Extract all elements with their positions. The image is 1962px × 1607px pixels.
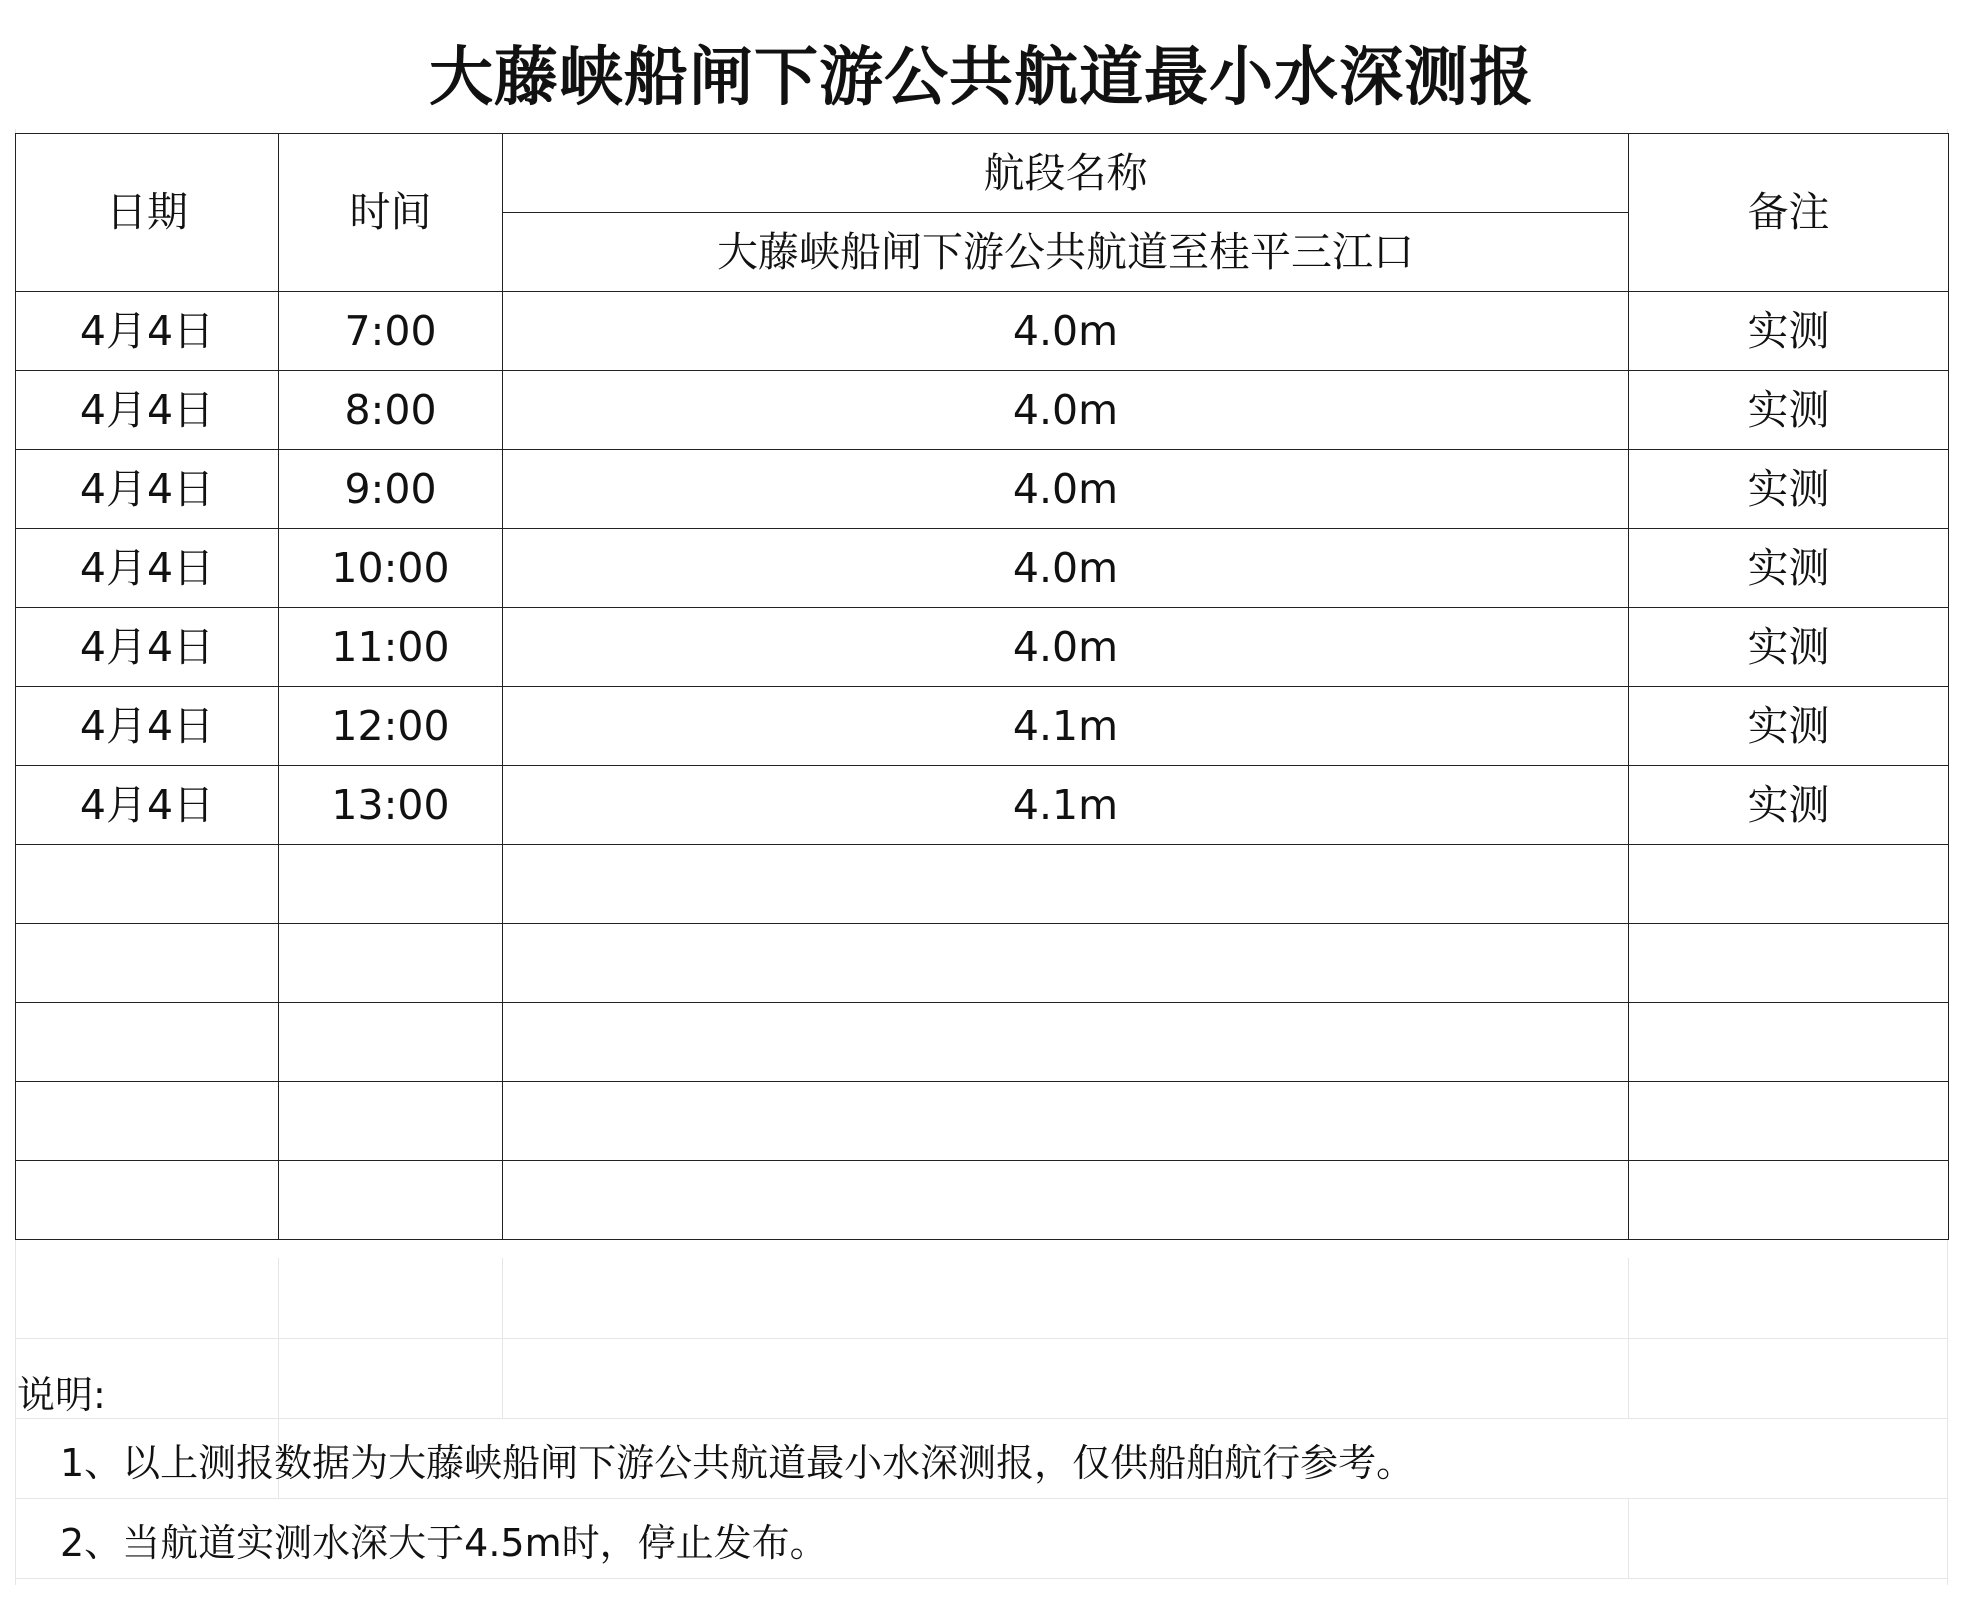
cell-remark	[1629, 1003, 1949, 1082]
cell-depth: 4.1m	[503, 766, 1629, 845]
header-section-group: 航段名称	[503, 134, 1629, 213]
cell-depth: 4.0m	[503, 608, 1629, 687]
cell-time: 10:00	[279, 529, 503, 608]
table-row	[16, 292, 1949, 371]
cell-depth	[503, 1161, 1629, 1240]
cell-time: 12:00	[279, 687, 503, 766]
table-row	[16, 687, 1949, 766]
cell-depth: 4.0m	[503, 292, 1629, 371]
cell-depth: 4.0m	[503, 529, 1629, 608]
cell-date: 4月4日	[16, 687, 279, 766]
cell-time: 7:00	[279, 292, 503, 371]
cell-remark: 实测	[1629, 608, 1949, 687]
cell-depth: 4.0m	[503, 371, 1629, 450]
cell-time	[279, 1161, 503, 1240]
cell-depth: 4.0m	[503, 450, 1629, 529]
cell-remark: 实测	[1629, 687, 1949, 766]
header-section-name: 大藤峡船闸下游公共航道至桂平三江口	[503, 213, 1629, 292]
cell-depth: 4.1m	[503, 687, 1629, 766]
cell-date: 4月4日	[16, 529, 279, 608]
cell-date	[16, 1003, 279, 1082]
cell-remark	[1629, 1161, 1949, 1240]
cell-time	[279, 1003, 503, 1082]
note-item: 2、当航道实测水深大于4.5m时，停止发布。	[60, 1520, 828, 1565]
page-title: 大藤峡船闸下游公共航道最小水深测报	[15, 15, 1948, 129]
cell-depth	[503, 924, 1629, 1003]
cell-remark: 实测	[1629, 766, 1949, 845]
cell-time: 9:00	[279, 450, 503, 529]
table-row	[16, 371, 1949, 450]
table-row	[16, 924, 1949, 1003]
table-row	[16, 1082, 1949, 1161]
table-row	[16, 845, 1949, 924]
note-item: 1、以上测报数据为大藤峡船闸下游公共航道最小水深测报，仅供船舶航行参考。	[60, 1440, 1415, 1485]
notes-label: 说明:	[17, 1372, 106, 1417]
cell-remark: 实测	[1629, 450, 1949, 529]
table-row	[16, 529, 1949, 608]
cell-date	[16, 924, 279, 1003]
cell-time: 13:00	[279, 766, 503, 845]
cell-date	[16, 845, 279, 924]
cell-depth	[503, 1003, 1629, 1082]
cell-remark	[1629, 924, 1949, 1003]
cell-date: 4月4日	[16, 766, 279, 845]
cell-time	[279, 924, 503, 1003]
depth-report-table	[15, 133, 1949, 1240]
table-row	[16, 766, 1949, 845]
table-row	[16, 450, 1949, 529]
header-date: 日期	[16, 134, 279, 292]
cell-remark: 实测	[1629, 529, 1949, 608]
cell-depth	[503, 1082, 1629, 1161]
table-row	[16, 1003, 1949, 1082]
table-row	[16, 1161, 1949, 1240]
header-time: 时间	[279, 134, 503, 292]
table-row	[16, 608, 1949, 687]
header-remark: 备注	[1629, 134, 1949, 292]
cell-remark	[1629, 845, 1949, 924]
cell-remark: 实测	[1629, 371, 1949, 450]
cell-time	[279, 1082, 503, 1161]
cell-date	[16, 1161, 279, 1240]
cell-date: 4月4日	[16, 292, 279, 371]
cell-depth	[503, 845, 1629, 924]
header-row	[16, 134, 1949, 213]
cell-date: 4月4日	[16, 608, 279, 687]
cell-time: 8:00	[279, 371, 503, 450]
cell-date	[16, 1082, 279, 1161]
cell-date: 4月4日	[16, 450, 279, 529]
cell-time: 11:00	[279, 608, 503, 687]
cell-date: 4月4日	[16, 371, 279, 450]
cell-remark	[1629, 1082, 1949, 1161]
cell-remark: 实测	[1629, 292, 1949, 371]
cell-time	[279, 845, 503, 924]
